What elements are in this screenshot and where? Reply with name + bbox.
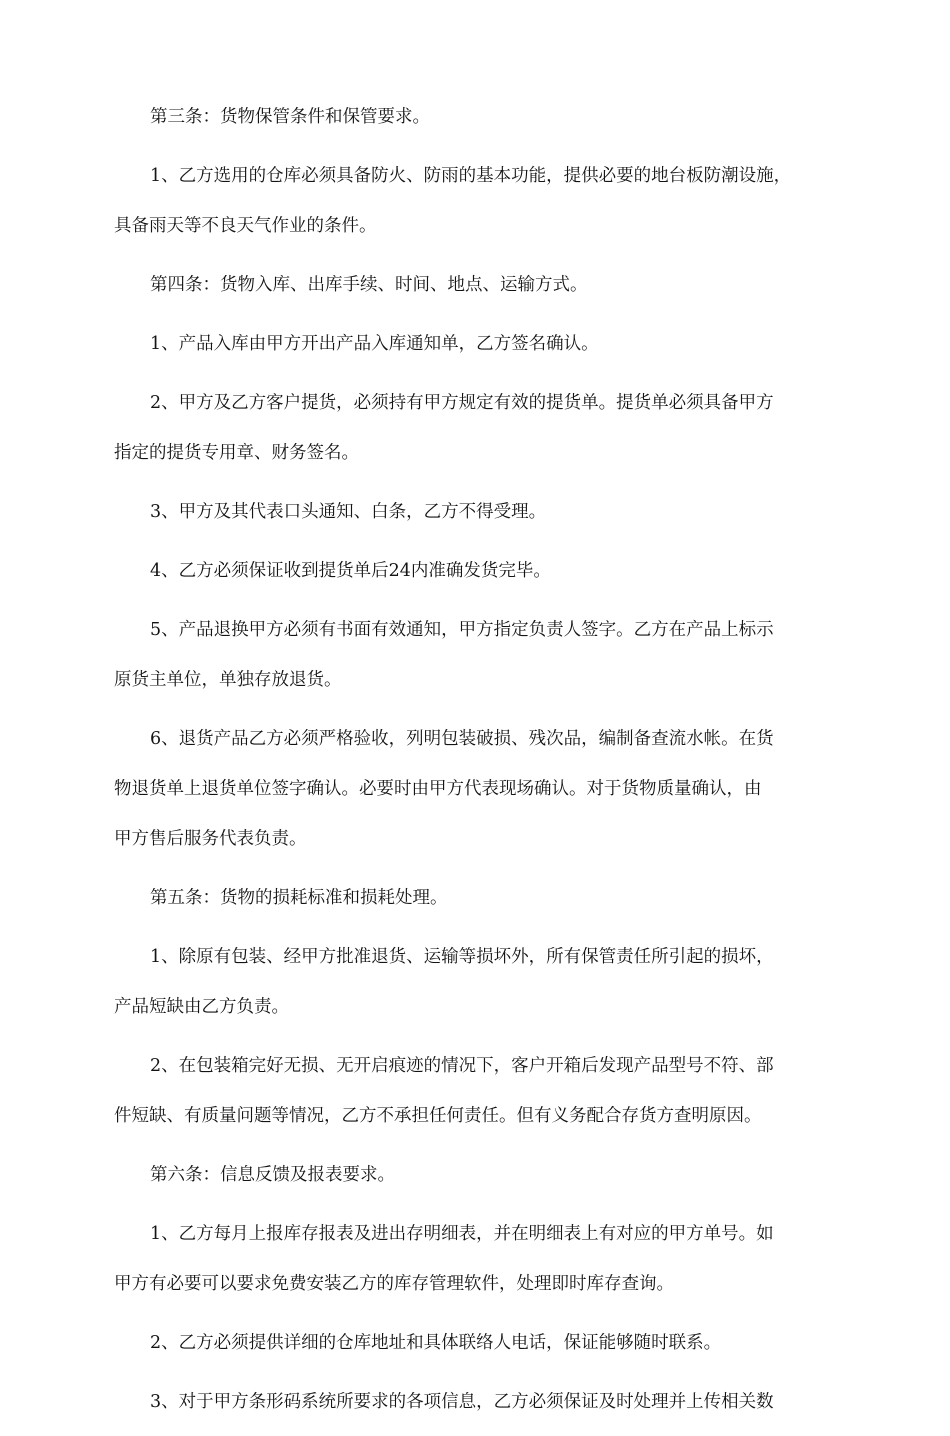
paragraph (114, 546, 836, 596)
paragraph-line: 2、乙方必须提供详细的仓库地址和具体联络人电话，保证能够随时联系。 (150, 1333, 722, 1353)
paragraph (114, 260, 836, 310)
paragraph-line: 甲方售后服务代表负责。 (114, 829, 307, 849)
paragraph-line: 物退货单上退货单位签字确认。必要时由甲方代表现场确认。对于货物质量确认，由 (114, 779, 762, 799)
paragraph-line: 1、产品入库由甲方开出产品入库通知单，乙方签名确认。 (150, 334, 599, 354)
paragraph (114, 873, 836, 923)
paragraph (114, 1377, 836, 1427)
paragraph-line: 4、乙方必须保证收到提货单后24内准确发货完毕。 (150, 561, 551, 581)
paragraph (114, 1318, 836, 1368)
paragraph-line: 1、乙方每月上报库存报表及进出存明细表，并在明细表上有对应的甲方单号。如 (150, 1224, 774, 1244)
paragraph (114, 932, 836, 1032)
paragraph (114, 714, 836, 864)
paragraph (114, 487, 836, 537)
paragraph-line: 具备雨天等不良天气作业的条件。 (114, 216, 377, 236)
document-body (114, 92, 836, 1436)
paragraph-line: 1、除原有包装、经甲方批准退货、运输等损坏外，所有保管责任所引起的损坏， (150, 947, 774, 967)
paragraph (114, 151, 836, 251)
paragraph-line: 原货主单位，单独存放退货。 (114, 670, 342, 690)
paragraph (114, 92, 836, 142)
paragraph-line: 第六条：信息反馈及报表要求。 (150, 1165, 395, 1185)
paragraph-line: 6、退货产品乙方必须严格验收，列明包装破损、残次品，编制备查流水帐。在货 (150, 729, 774, 749)
paragraph-line: 2、在包装箱完好无损、无开启痕迹的情况下，客户开箱后发现产品型号不符、部 (150, 1056, 774, 1076)
paragraph (114, 1150, 836, 1200)
paragraph-line: 指定的提货专用章、财务签名。 (114, 443, 359, 463)
paragraph-line: 3、甲方及其代表口头通知、白条，乙方不得受理。 (150, 502, 547, 522)
paragraph-line: 5、产品退换甲方必须有书面有效通知，甲方指定负责人签字。乙方在产品上标示 (150, 620, 774, 640)
paragraph (114, 1209, 836, 1309)
paragraph-line: 3、对于甲方条形码系统所要求的各项信息，乙方必须保证及时处理并上传相关数 (150, 1392, 774, 1412)
paragraph (114, 1041, 836, 1141)
paragraph-line: 2、甲方及乙方客户提货，必须持有甲方规定有效的提货单。提货单必须具备甲方 (150, 393, 774, 413)
paragraph (114, 605, 836, 705)
paragraph-line: 件短缺、有质量问题等情况，乙方不承担任何责任。但有义务配合存货方查明原因。 (114, 1106, 762, 1126)
paragraph-line: 第五条：货物的损耗标准和损耗处理。 (150, 888, 448, 908)
paragraph (114, 319, 836, 369)
paragraph-line: 第四条：货物入库、出库手续、时间、地点、运输方式。 (150, 275, 588, 295)
paragraph (114, 378, 836, 478)
paragraph-line: 1、乙方选用的仓库必须具备防火、防雨的基本功能，提供必要的地台板防潮设施， (150, 166, 792, 186)
paragraph-line: 第三条：货物保管条件和保管要求。 (150, 107, 430, 127)
paragraph-line: 甲方有必要可以要求免费安装乙方的库存管理软件，处理即时库存查询。 (114, 1274, 674, 1294)
paragraph-line: 产品短缺由乙方负责。 (114, 997, 289, 1017)
